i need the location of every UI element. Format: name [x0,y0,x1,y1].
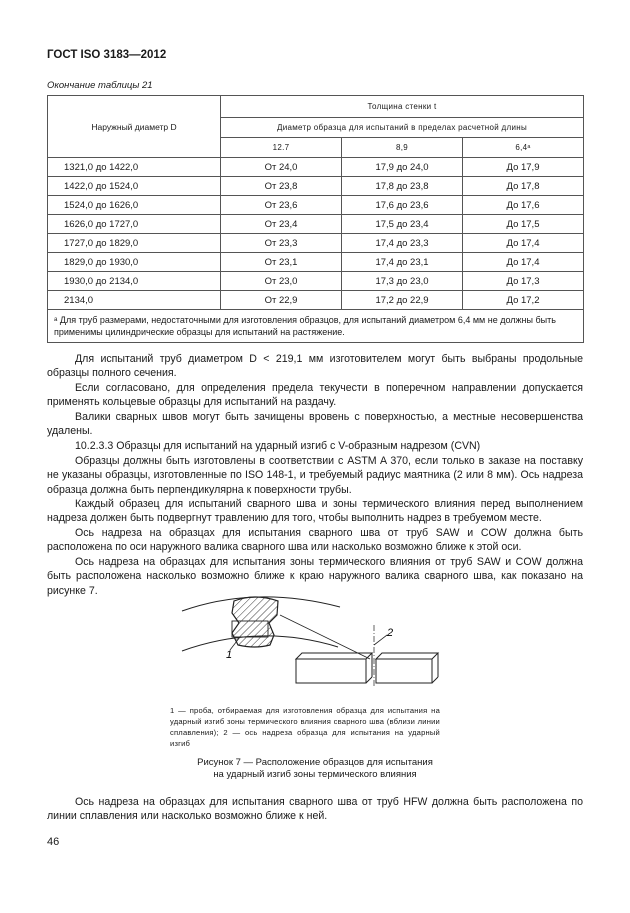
label-1: 1 [226,649,233,661]
table-row [48,196,584,215]
cell-value: До 17,4 [463,253,584,272]
figure-caption [140,757,490,781]
table-row [48,272,584,291]
cell-value: От 23,1 [221,253,342,272]
figure-caption-line: на ударный изгиб зоны термического влияния [213,769,417,780]
document-header: ГОСТ ISO 3183—2012 [47,49,167,61]
cell-diameter: 1524,0 до 1626,0 [48,196,221,215]
table-row [48,177,584,196]
paragraph: Если согласовано, для определения предела текучести в поперечном направлении допускается применять кольцевые образцы для испытаний на раздачу. [47,382,583,409]
table-caption: Окончание таблицы 21 [47,80,153,91]
header-specimen-diameter: Диаметр образца для испытаний в пределах расчетной длины [221,118,584,138]
cell-diameter: 1422,0 до 1524,0 [48,177,221,196]
table-row [48,158,584,177]
paragraph: Образцы должны быть изготовлены в соответствии с ASTM A 370, если только в заказе на поставку не указаны образцы, изготовленные по ISO 148-1, и требуемый радиус маятника (2 или 8 мм). Ось надреза образца должна быть перпендикулярна к поверхности трубы. [47,455,583,496]
cell-value: До 17,4 [463,234,584,253]
specimen-right-top [376,653,438,659]
cell-diameter: 1930,0 до 2134,0 [48,272,221,291]
cell-value: 17,3 до 23,0 [342,272,463,291]
table-footnote: ᵃ Для труб размерами, недостаточными для изготовления образцов, для испытаний диаметром 6,4 мм не должны быть применимы цилиндрические образцы для испытаний на растяжение. [48,310,584,343]
cell-value: До 17,6 [463,196,584,215]
cell-value: От 24,0 [221,158,342,177]
figure-legend: 1 — проба, отбираемая для изготовления образца для испытания на ударный изгиб зоны термического влияния сварного шва (вблизи линии сплавления); 2 — ось надреза образца для испытания на ударный изгиб [170,706,440,748]
cell-value: 17,2 до 22,9 [342,291,463,310]
subheader-8-9: 8,9 [342,138,463,158]
figure-7-diagram [180,583,450,703]
cell-value: 17,5 до 23,4 [342,215,463,234]
figure-caption-line: Рисунок 7 — Расположение образцов для испытания [197,757,433,768]
header-outer-diameter: Наружный диаметр D [48,96,221,158]
cell-diameter: 1626,0 до 1727,0 [48,215,221,234]
paragraph: Ось надреза на образцах для испытания сварного шва от труб HFW должна быть расположена по линии сплавления или насколько возможно ближе к ней. [47,796,583,823]
cell-value: До 17,5 [463,215,584,234]
cell-value: До 17,2 [463,291,584,310]
subheader-6-4: 6,4ᵃ [463,138,584,158]
cell-value: От 23,3 [221,234,342,253]
table-row [48,291,584,310]
cell-value: До 17,8 [463,177,584,196]
cell-value: От 23,4 [221,215,342,234]
cell-value: 17,9 до 24,0 [342,158,463,177]
table-row [48,234,584,253]
specimen-right-front [376,659,432,683]
subheader-12-7: 12.7 [221,138,342,158]
section-heading: 10.2.3.3 Образцы для испытаний на ударный изгиб с V-образным надрезом (CVN) [75,440,481,452]
cell-value: 17,4 до 23,3 [342,234,463,253]
page-number: 46 [47,836,60,848]
specimen-left-top [296,653,372,659]
cell-value: 17,4 до 23,1 [342,253,463,272]
cell-diameter: 1829,0 до 1930,0 [48,253,221,272]
paragraph: Каждый образец для испытаний сварного шва и зоны термического влияния перед выполнением надреза должен быть подвергнут травлению для того, чтобы выполнить надрез в требуемом месте. [47,498,583,525]
table-row [48,253,584,272]
label-2: 2 [387,627,394,639]
cell-diameter: 1321,0 до 1422,0 [48,158,221,177]
cell-diameter: 1727,0 до 1829,0 [48,234,221,253]
leader-label-2 [374,635,387,645]
cell-value: 17,8 до 23,8 [342,177,463,196]
cell-value: От 22,9 [221,291,342,310]
specimen-left-front [296,659,366,683]
paragraph: Ось надреза на образцах для испытания зоны термического влияния от труб SAW и COW должна быть расположена насколько возможно ближе к краю наружного валика сварного шва, как показано на рисунке 7. [47,556,583,597]
table-row [48,215,584,234]
specimen-left-edge [366,677,372,683]
cell-diameter: 2134,0 [48,291,221,310]
weld-cross-section [232,597,278,647]
header-wall-thickness: Толщина стенки t [221,96,584,118]
paragraph: Валики сварных швов могут быть зачищены вровень с поверхностью, а местные несовершенства удалены. [47,411,583,438]
cell-value: До 17,9 [463,158,584,177]
cell-value: 17,6 до 23,6 [342,196,463,215]
cell-value: До 17,3 [463,272,584,291]
table-21 [47,95,584,343]
specimen-right-edge [432,677,438,683]
paragraph: Ось надреза на образцах для испытания сварного шва от труб SAW и COW должна быть расположена по оси наружного валика сварного шва или насколько возможно ближе к этой оси. [47,527,583,554]
cell-value: От 23,8 [221,177,342,196]
leader-to-specimen [280,615,370,659]
paragraph: Для испытаний труб диаметром D < 219,1 мм изготовителем могут быть выбраны продольные образцы полного сечения. [47,353,583,380]
cell-value: От 23,0 [221,272,342,291]
cell-value: От 23,6 [221,196,342,215]
